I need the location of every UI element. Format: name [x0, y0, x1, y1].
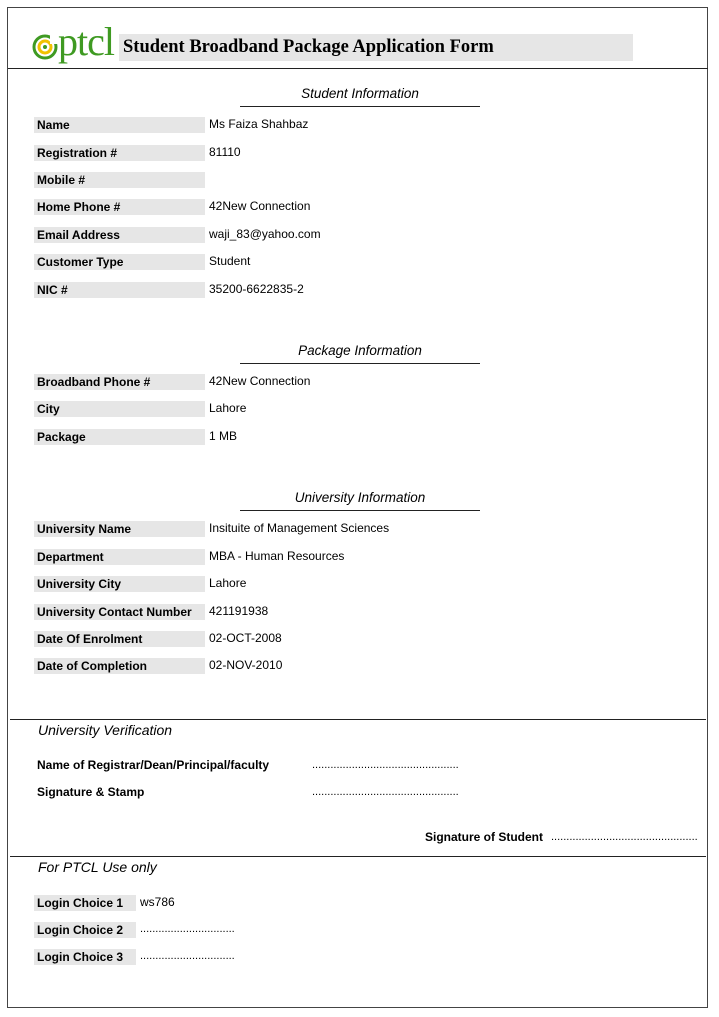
city-label: City — [34, 401, 205, 417]
registration-value: 81110 — [209, 145, 241, 159]
student-signature-label: Signature of Student — [425, 830, 543, 844]
header-divider — [8, 68, 708, 69]
login-choice-2-value: ............................... — [140, 923, 235, 935]
name-value: Ms Faiza Shahbaz — [209, 117, 309, 131]
login-choice-1-label: Login Choice 1 — [34, 895, 136, 911]
signature-stamp-line: ................................................ — [312, 786, 459, 798]
email-value: waji_83@yahoo.com — [209, 227, 321, 241]
login-choice-2-label: Login Choice 2 — [34, 922, 136, 938]
email-label: Email Address — [34, 227, 205, 243]
name-label: Name — [34, 117, 205, 133]
date-of-completion-value: 02-NOV-2010 — [209, 658, 283, 672]
login-choice-3-value: ............................... — [140, 950, 235, 962]
login-choice-1-value: ws786 — [140, 895, 175, 909]
university-info-underline — [240, 510, 480, 511]
student-info-heading: Student Information — [301, 86, 419, 101]
broadband-phone-label: Broadband Phone # — [34, 374, 205, 390]
login-choice-3-label: Login Choice 3 — [34, 949, 136, 965]
nic-value: 35200-6622835-2 — [209, 282, 304, 296]
mobile-label: Mobile # — [34, 172, 205, 188]
university-name-label: University Name — [34, 521, 205, 537]
verification-divider — [10, 719, 706, 720]
university-info-heading: University Information — [294, 490, 426, 505]
ptcl-use-heading: For PTCL Use only — [38, 859, 157, 875]
verification-heading: University Verification — [38, 722, 173, 738]
package-info-underline — [240, 363, 480, 364]
registrar-label: Name of Registrar/Dean/Principal/faculty — [37, 758, 270, 772]
city-value: Lahore — [209, 401, 247, 415]
registrar-signature-line: ................................................ — [312, 759, 459, 771]
student-signature-line: ................................................ — [551, 831, 698, 843]
university-city-label: University City — [34, 576, 205, 592]
customer-type-value: Student — [209, 254, 251, 268]
form-title: Student Broadband Package Application Form — [119, 34, 633, 61]
date-of-completion-label: Date of Completion — [34, 658, 205, 674]
university-contact-value: 421191938 — [209, 604, 269, 618]
date-of-enrolment-value: 02-OCT-2008 — [209, 631, 282, 645]
ptcl-logo-swirl-icon — [32, 28, 60, 62]
customer-type-label: Customer Type — [34, 254, 205, 270]
ptcl-use-divider — [10, 856, 706, 857]
university-name-value: Insituite of Management Sciences — [209, 521, 390, 535]
university-city-value: Lahore — [209, 576, 247, 590]
department-label: Department — [34, 549, 205, 565]
university-contact-label: University Contact Number — [34, 604, 205, 620]
nic-label: NIC # — [34, 282, 205, 298]
date-of-enrolment-label: Date Of Enrolment — [34, 631, 205, 647]
student-info-underline — [240, 106, 480, 107]
home-phone-value: 42New Connection — [209, 199, 311, 213]
package-label: Package — [34, 429, 205, 445]
package-value: 1 MB — [209, 429, 238, 443]
broadband-phone-value: 42New Connection — [209, 374, 311, 388]
ptcl-logo — [32, 16, 114, 62]
department-value: MBA - Human Resources — [209, 549, 345, 563]
registration-label: Registration # — [34, 145, 205, 161]
signature-stamp-label: Signature & Stamp — [37, 785, 145, 799]
home-phone-label: Home Phone # — [34, 199, 205, 215]
package-info-heading: Package Information — [298, 343, 422, 358]
logo-text: ptcl — [58, 19, 114, 64]
